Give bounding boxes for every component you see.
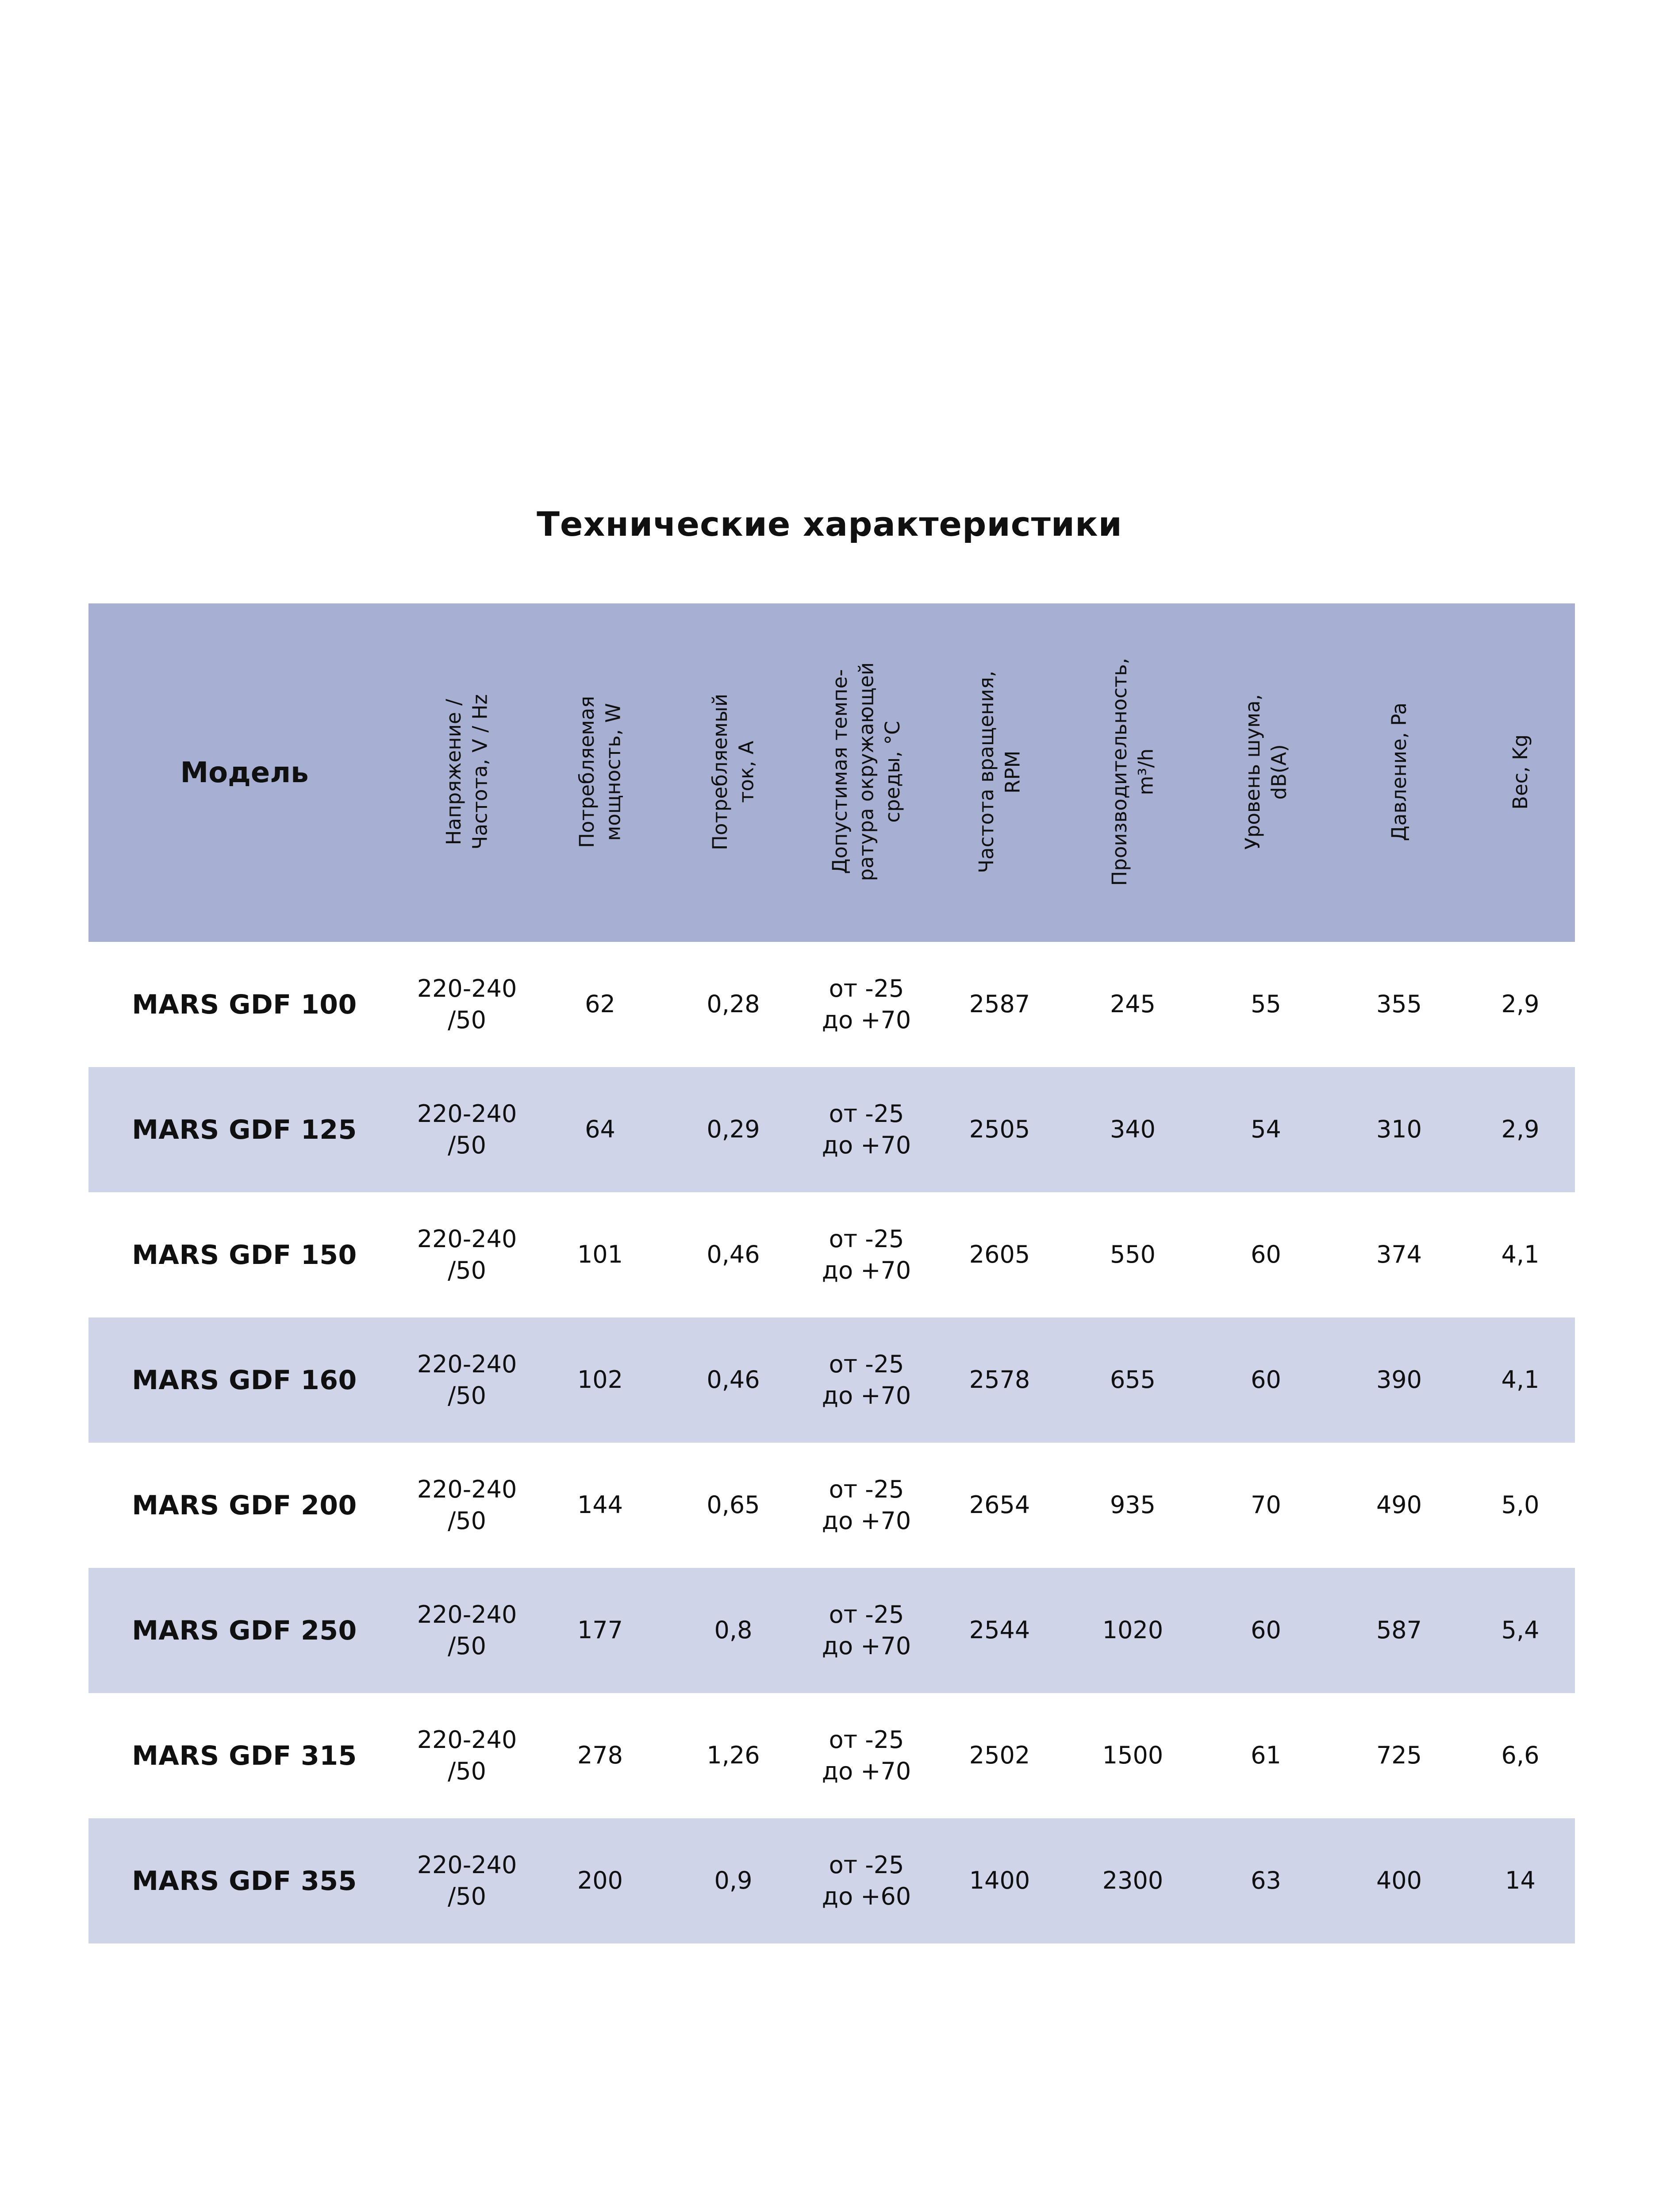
value-cell: 2,9 — [1501, 1115, 1540, 1144]
value-cell: от -25 до +70 — [822, 975, 911, 1034]
value-cell: 220-240 /50 — [417, 1851, 517, 1910]
value-cell: 490 — [1376, 1491, 1422, 1519]
column-header-ambient-temperature — [800, 603, 933, 942]
column-header-airflow — [1066, 603, 1199, 942]
model-cell: MARS GDF 125 — [132, 1114, 357, 1145]
table-header — [88, 603, 1575, 942]
value-cell: 220-240 /50 — [417, 1225, 517, 1284]
model-cell: MARS GDF 150 — [132, 1239, 357, 1271]
model-cell: MARS GDF 200 — [132, 1490, 357, 1521]
table-row — [88, 1192, 1575, 1317]
column-header-rotation-speed-label: Частота вращения, RPM — [975, 670, 1025, 873]
column-header-pressure-label: Давление, Pa — [1387, 702, 1411, 841]
value-cell: 60 — [1251, 1616, 1281, 1644]
table-row — [88, 942, 1575, 1067]
value-cell: от -25 до +70 — [822, 1225, 911, 1284]
value-cell: 55 — [1251, 990, 1281, 1018]
spec-table — [88, 603, 1575, 1943]
value-cell: 2502 — [969, 1741, 1030, 1770]
value-cell: 220-240 /50 — [417, 1350, 517, 1409]
column-header-current-label: Потребляемый ток, A — [708, 693, 758, 850]
column-header-noise-level — [1199, 603, 1333, 942]
value-cell: 0,8 — [714, 1616, 753, 1644]
value-cell: 310 — [1376, 1115, 1422, 1144]
column-header-noise-level-label: Уровень шума, dB(A) — [1241, 694, 1291, 850]
value-cell: 0,65 — [707, 1491, 760, 1519]
value-cell: 63 — [1251, 1866, 1281, 1895]
column-header-power-label: Потребляемая мощность, W — [575, 695, 625, 848]
value-cell: 220-240 /50 — [417, 1601, 517, 1660]
value-cell: 340 — [1110, 1115, 1156, 1144]
column-header-voltage-frequency — [400, 603, 534, 942]
table-body — [88, 942, 1575, 1943]
value-cell: 1400 — [969, 1866, 1030, 1895]
page-title: Технические характеристики — [537, 504, 1122, 544]
column-header-current — [667, 603, 800, 942]
value-cell: от -25 до +60 — [822, 1851, 911, 1910]
value-cell: 220-240 /50 — [417, 1726, 517, 1785]
value-cell: 2544 — [969, 1616, 1030, 1644]
model-cell: MARS GDF 315 — [132, 1740, 357, 1771]
column-header-power — [534, 603, 667, 942]
value-cell: 220-240 /50 — [417, 1475, 517, 1535]
value-cell: 1500 — [1102, 1741, 1164, 1770]
value-cell: 245 — [1110, 990, 1156, 1018]
table-row — [88, 1568, 1575, 1693]
value-cell: 0,28 — [707, 990, 760, 1018]
column-header-airflow-label: Производительность, m³/h — [1108, 657, 1158, 886]
value-cell: 220-240 /50 — [417, 1100, 517, 1159]
value-cell: 2,9 — [1501, 990, 1540, 1018]
column-header-voltage-frequency-label: Напряжение / Частота, V / Hz — [442, 694, 492, 850]
value-cell: 935 — [1110, 1491, 1156, 1519]
value-cell: 278 — [577, 1741, 623, 1770]
value-cell: 70 — [1251, 1491, 1281, 1519]
table-row — [88, 1443, 1575, 1568]
column-header-pressure — [1333, 603, 1466, 942]
value-cell: от -25 до +70 — [822, 1726, 911, 1785]
table-row — [88, 1067, 1575, 1192]
model-cell: MARS GDF 355 — [132, 1865, 357, 1897]
value-cell: 374 — [1376, 1240, 1422, 1269]
value-cell: 655 — [1110, 1366, 1156, 1394]
table-row — [88, 1317, 1575, 1443]
model-cell: MARS GDF 100 — [132, 989, 357, 1020]
table-header-row — [88, 603, 1575, 942]
value-cell: 200 — [577, 1866, 623, 1895]
value-cell: 390 — [1376, 1366, 1422, 1394]
table-row — [88, 1693, 1575, 1818]
value-cell: 725 — [1376, 1741, 1422, 1770]
value-cell: 177 — [577, 1616, 623, 1644]
value-cell: 62 — [585, 990, 615, 1018]
value-cell: 4,1 — [1501, 1240, 1540, 1269]
value-cell: 4,1 — [1501, 1366, 1540, 1394]
column-header-weight — [1466, 603, 1575, 942]
value-cell: 0,9 — [714, 1866, 753, 1895]
value-cell: 60 — [1251, 1240, 1281, 1269]
model-cell: MARS GDF 160 — [132, 1364, 357, 1396]
value-cell: 2587 — [969, 990, 1030, 1018]
value-cell: 2654 — [969, 1491, 1030, 1519]
value-cell: 2300 — [1102, 1866, 1164, 1895]
value-cell: 0,46 — [707, 1240, 760, 1269]
value-cell: 102 — [577, 1366, 623, 1394]
value-cell: 60 — [1251, 1366, 1281, 1394]
column-header-ambient-temperature-label: Допустимая темпе- ратура окружающей среды, °C — [828, 662, 905, 881]
value-cell: 5,0 — [1501, 1491, 1540, 1519]
value-cell: 1020 — [1102, 1616, 1164, 1644]
column-header-weight-label: Вес, Kg — [1508, 734, 1532, 810]
value-cell: 0,46 — [707, 1366, 760, 1394]
value-cell: от -25 до +70 — [822, 1475, 911, 1535]
value-cell: 64 — [585, 1115, 615, 1144]
column-header-rotation-speed — [933, 603, 1066, 942]
value-cell: 2578 — [969, 1366, 1030, 1394]
value-cell: от -25 до +70 — [822, 1350, 911, 1409]
value-cell: 14 — [1505, 1866, 1536, 1895]
value-cell: 550 — [1110, 1240, 1156, 1269]
value-cell: от -25 до +70 — [822, 1601, 911, 1660]
value-cell: 2605 — [969, 1240, 1030, 1269]
value-cell: от -25 до +70 — [822, 1100, 911, 1159]
value-cell: 587 — [1376, 1616, 1422, 1644]
value-cell: 5,4 — [1501, 1616, 1540, 1644]
value-cell: 400 — [1376, 1866, 1422, 1895]
value-cell: 355 — [1376, 990, 1422, 1018]
column-header-model: Модель — [180, 756, 309, 789]
value-cell: 2505 — [969, 1115, 1030, 1144]
model-cell: MARS GDF 250 — [132, 1615, 357, 1646]
value-cell: 101 — [577, 1240, 623, 1269]
value-cell: 220-240 /50 — [417, 975, 517, 1034]
value-cell: 61 — [1251, 1741, 1281, 1770]
value-cell: 0,29 — [707, 1115, 760, 1144]
value-cell: 144 — [577, 1491, 623, 1519]
table-row — [88, 1818, 1575, 1943]
value-cell: 6,6 — [1501, 1741, 1540, 1770]
value-cell: 1,26 — [707, 1741, 760, 1770]
value-cell: 54 — [1251, 1115, 1281, 1144]
